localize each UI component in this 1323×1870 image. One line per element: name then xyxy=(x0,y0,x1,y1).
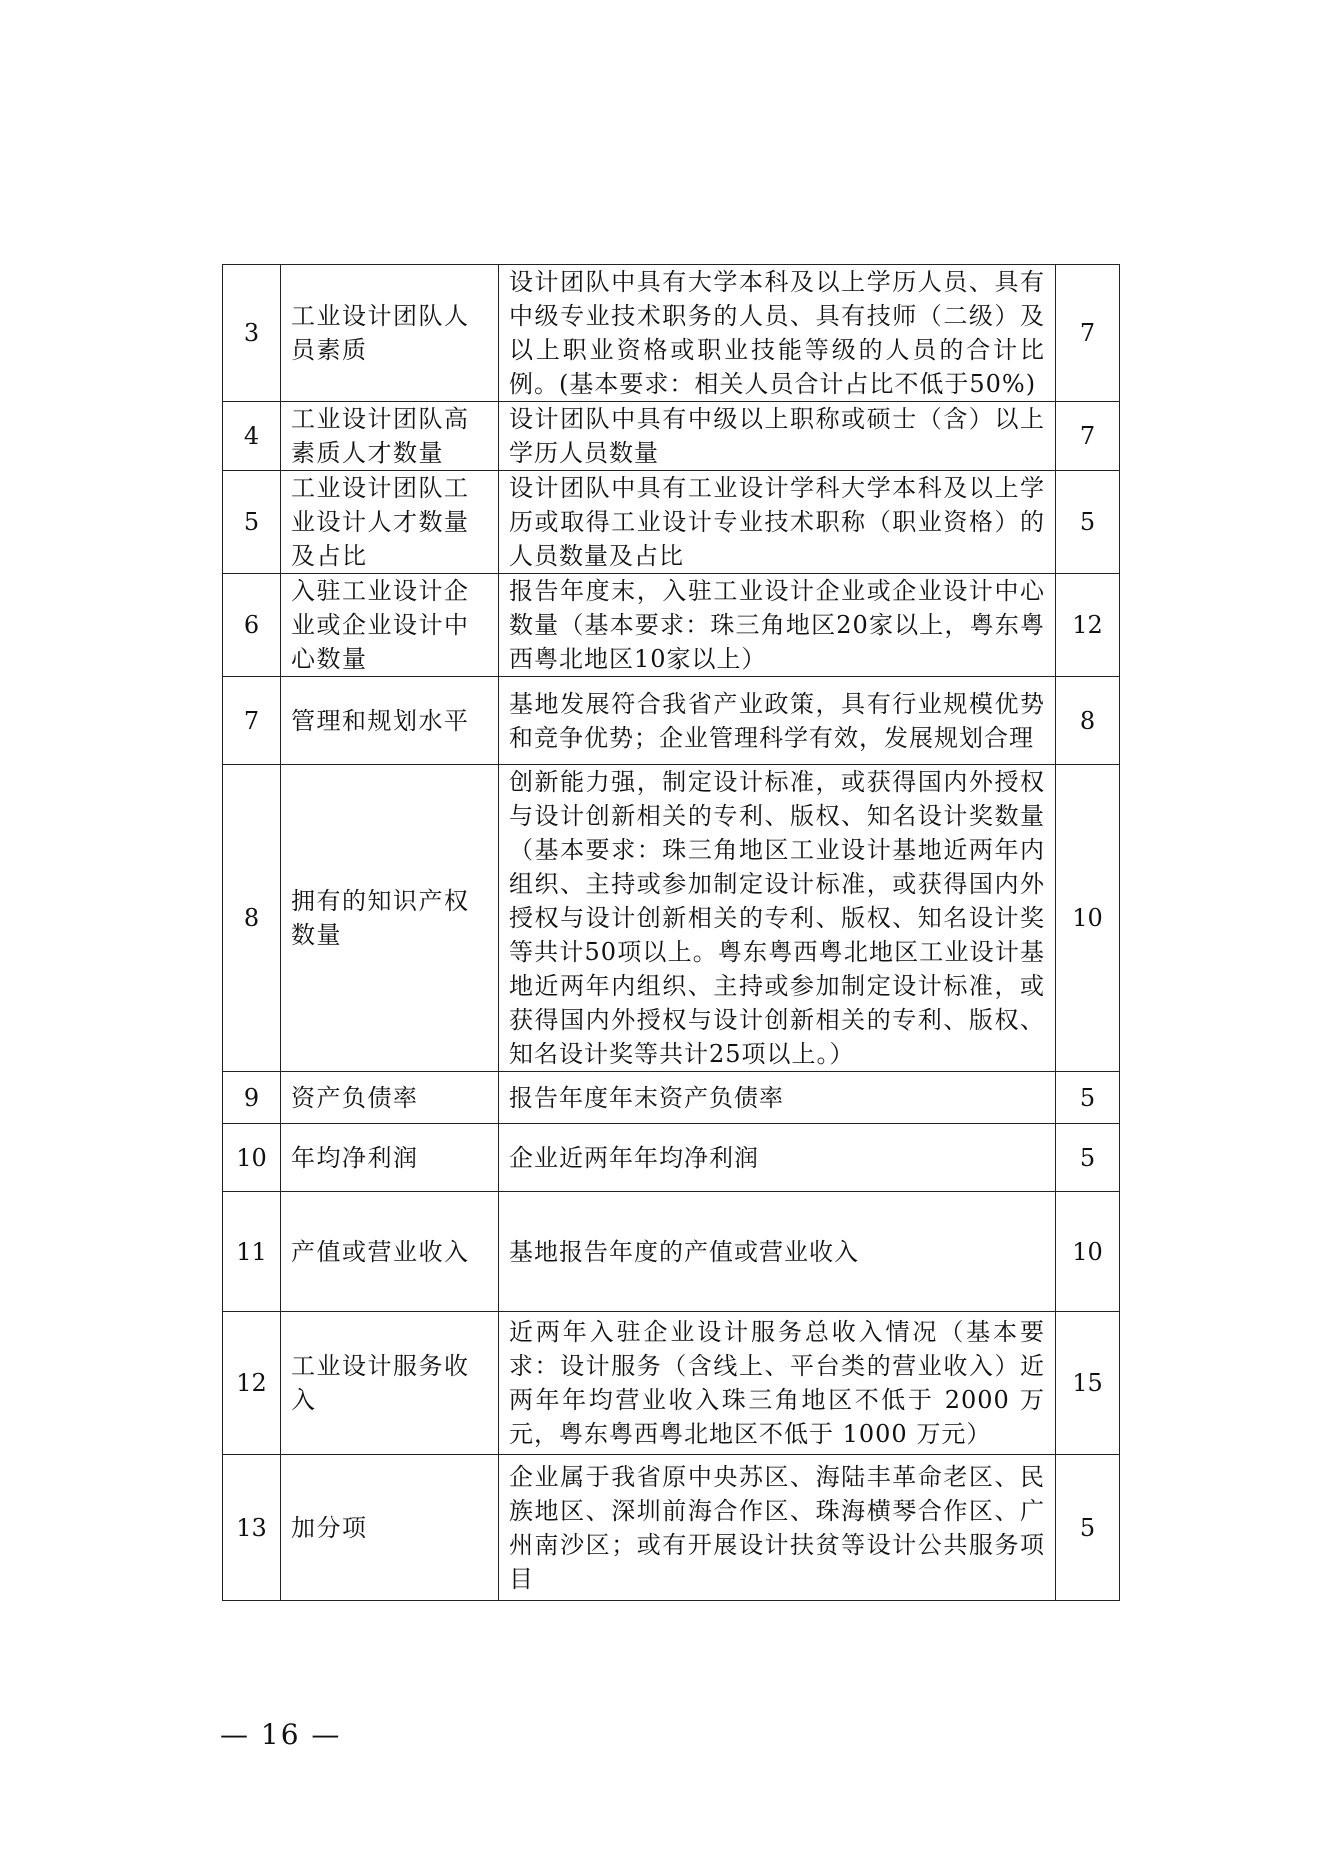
row-number: 7 xyxy=(223,677,281,765)
criteria-table xyxy=(222,264,1120,1601)
criterion-description: 基地报告年度的产值或营业收入 xyxy=(499,1192,1056,1312)
table-row xyxy=(223,402,1120,471)
row-number: 3 xyxy=(223,265,281,402)
row-number: 12 xyxy=(223,1312,281,1455)
criterion-description: 报告年度年末资产负债率 xyxy=(499,1072,1056,1124)
row-number: 11 xyxy=(223,1192,281,1312)
row-number: 10 xyxy=(223,1124,281,1192)
criterion-score: 12 xyxy=(1056,574,1120,677)
row-number: 4 xyxy=(223,402,281,471)
criterion-name: 工业设计服务收入 xyxy=(281,1312,499,1455)
page-number: — 16 — xyxy=(220,1718,342,1751)
row-number: 13 xyxy=(223,1455,281,1601)
criterion-score: 8 xyxy=(1056,677,1120,765)
row-number: 8 xyxy=(223,765,281,1072)
table-row xyxy=(223,1072,1120,1124)
criterion-score: 5 xyxy=(1056,1124,1120,1192)
criterion-description: 设计团队中具有中级以上职称或硕士（含）以上学历人员数量 xyxy=(499,402,1056,471)
table-row xyxy=(223,677,1120,765)
table-row xyxy=(223,1124,1120,1192)
criterion-score: 10 xyxy=(1056,1192,1120,1312)
criterion-name: 产值或营业收入 xyxy=(281,1192,499,1312)
table-row xyxy=(223,1312,1120,1455)
criterion-name: 工业设计团队工业设计人才数量及占比 xyxy=(281,471,499,574)
criterion-description: 创新能力强，制定设计标准，或获得国内外授权与设计创新相关的专利、版权、知名设计奖数量（基本要求：珠三角地区工业设计基地近两年内组织、主持或参加制定设计标准，或获得国内外授权与设计创新相关的专利、版权、知名设计奖等共计50项以上。粤东粤西粤北地区工业设计基地近两年内组织、主持或参加制定设计标准，或获得国内外授权与设计创新相关的专利、版权、知名设计奖等共计25项以上。） xyxy=(499,765,1056,1072)
criteria-table-wrapper xyxy=(222,264,1119,1601)
table-row xyxy=(223,265,1120,402)
criterion-score: 7 xyxy=(1056,265,1120,402)
table-row xyxy=(223,1455,1120,1601)
criterion-score: 10 xyxy=(1056,765,1120,1072)
criterion-name: 工业设计团队人员素质 xyxy=(281,265,499,402)
criterion-score: 5 xyxy=(1056,1455,1120,1601)
criterion-name: 拥有的知识产权数量 xyxy=(281,765,499,1072)
criterion-description: 设计团队中具有工业设计学科大学本科及以上学历或取得工业设计专业技术职称（职业资格）的人员数量及占比 xyxy=(499,471,1056,574)
criterion-score: 7 xyxy=(1056,402,1120,471)
table-row xyxy=(223,1192,1120,1312)
row-number: 6 xyxy=(223,574,281,677)
criterion-score: 15 xyxy=(1056,1312,1120,1455)
criterion-name: 工业设计团队高素质人才数量 xyxy=(281,402,499,471)
criterion-description: 基地发展符合我省产业政策，具有行业规模优势和竞争优势；企业管理科学有效，发展规划合理 xyxy=(499,677,1056,765)
criterion-score: 5 xyxy=(1056,471,1120,574)
criterion-description: 报告年度末，入驻工业设计企业或企业设计中心数量（基本要求：珠三角地区20家以上，粤东粤西粤北地区10家以上） xyxy=(499,574,1056,677)
criterion-description: 近两年入驻企业设计服务总收入情况（基本要求：设计服务（含线上、平台类的营业收入）近两年年均营业收入珠三角地区不低于 2000 万元，粤东粤西粤北地区不低于 1000 万元） xyxy=(499,1312,1056,1455)
criterion-name: 管理和规划水平 xyxy=(281,677,499,765)
table-row xyxy=(223,765,1120,1072)
criterion-name: 资产负债率 xyxy=(281,1072,499,1124)
table-row xyxy=(223,574,1120,677)
criterion-name: 加分项 xyxy=(281,1455,499,1601)
row-number: 9 xyxy=(223,1072,281,1124)
criterion-score: 5 xyxy=(1056,1072,1120,1124)
table-row xyxy=(223,471,1120,574)
criterion-description: 企业近两年年均净利润 xyxy=(499,1124,1056,1192)
row-number: 5 xyxy=(223,471,281,574)
criterion-description: 企业属于我省原中央苏区、海陆丰革命老区、民族地区、深圳前海合作区、珠海横琴合作区、广州南沙区；或有开展设计扶贫等设计公共服务项目 xyxy=(499,1455,1056,1601)
criterion-name: 入驻工业设计企业或企业设计中心数量 xyxy=(281,574,499,677)
criterion-name: 年均净利润 xyxy=(281,1124,499,1192)
criterion-description: 设计团队中具有大学本科及以上学历人员、具有中级专业技术职务的人员、具有技师（二级）及以上职业资格或职业技能等级的人员的合计比例。(基本要求：相关人员合计占比不低于50%) xyxy=(499,265,1056,402)
